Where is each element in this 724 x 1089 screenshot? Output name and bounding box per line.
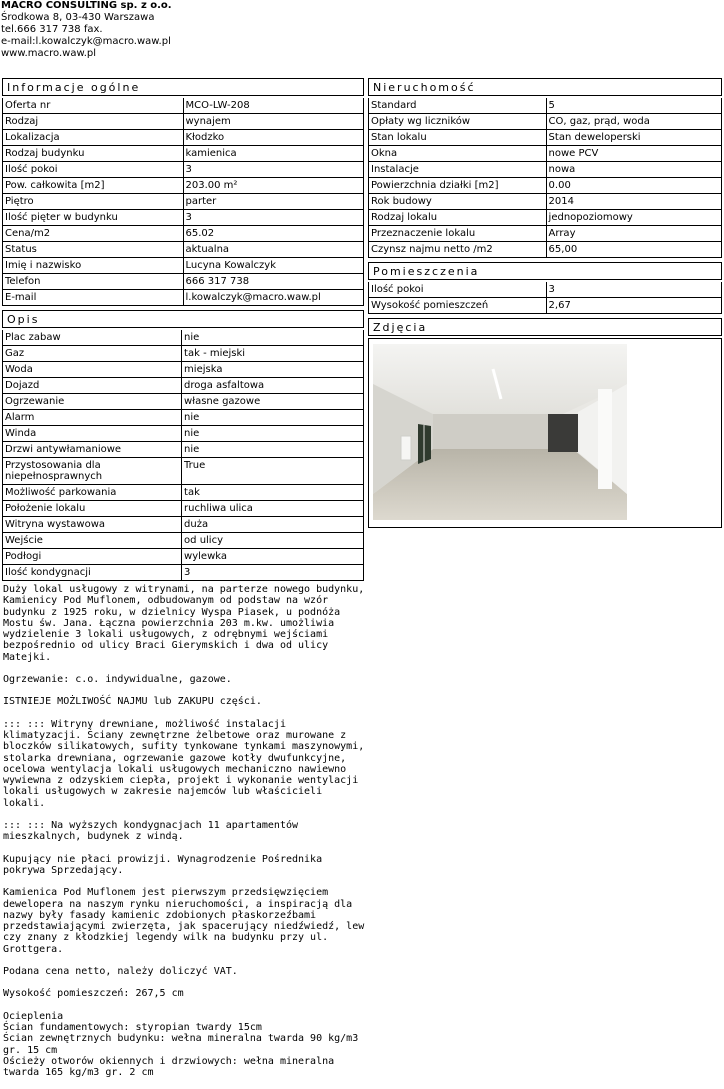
table-row [3, 346, 364, 362]
row-label: Rodzaj lokalu [369, 210, 547, 226]
table-row [3, 146, 364, 162]
row-value: droga asfaltowa [182, 378, 364, 394]
row-value: 3 [183, 162, 364, 178]
row-label: Powierzchnia działki [m2] [369, 178, 547, 194]
row-value: 3 [182, 565, 364, 581]
row-value: Kłodzko [183, 130, 364, 146]
pomieszczenia-table [368, 282, 722, 314]
nieruchomosc-table [368, 98, 722, 258]
row-label: Położenie lokalu [3, 501, 182, 517]
table-row [3, 549, 364, 565]
row-label: E-mail [3, 290, 184, 306]
table-row [369, 146, 722, 162]
row-value: własne gazowe [182, 394, 364, 410]
table-row [3, 485, 364, 501]
table-row [3, 330, 364, 346]
row-value: Array [546, 226, 721, 242]
description-paragraph: Wysokość pomieszczeń: 267,5 cm [3, 988, 184, 1000]
row-label: Piętro [3, 194, 184, 210]
row-label: Winda [3, 426, 182, 442]
table-row [369, 178, 722, 194]
row-label: Ilość kondygnacji [3, 565, 182, 581]
property-photo[interactable] [373, 344, 627, 520]
table-row [3, 533, 364, 549]
row-label: Witryna wystawowa [3, 517, 182, 533]
row-value: aktualna [183, 242, 364, 258]
table-row [369, 194, 722, 210]
row-label: Woda [3, 362, 182, 378]
row-label: Przystosowania dla niepełnosprawnych [3, 458, 182, 485]
description-paragraph: ::: ::: Na wyższych kondygnacjach 11 apartamentów mieszkalnych, budynek z windą. [3, 820, 305, 843]
table-row [3, 242, 364, 258]
row-value: 666 317 738 [183, 274, 364, 290]
row-value: 65.02 [183, 226, 364, 242]
row-value: nie [182, 442, 364, 458]
row-label: Imię i nazwisko [3, 258, 184, 274]
row-label: Podłogi [3, 549, 182, 565]
row-label: Gaz [3, 346, 182, 362]
row-label: Stan lokalu [369, 130, 547, 146]
table-row [3, 362, 364, 378]
description-paragraph: Kupujący nie płaci prowizji. Wynagrodzenie Pośrednika pokrywa Sprzedający. [3, 853, 329, 876]
table-row [3, 98, 364, 114]
company-name: MACRO CONSULTING sp. z o.o. [1, 0, 172, 11]
left-column [2, 78, 371, 1089]
table-row [3, 501, 364, 517]
table-row [3, 290, 364, 306]
row-value: 0.00 [546, 178, 721, 194]
description-paragraph: Podana cena netto, należy doliczyć VAT. [3, 966, 238, 978]
section-title-nieruchomosc: Nieruchomość [368, 78, 722, 96]
row-value: jednopoziomowy [546, 210, 721, 226]
row-label: Instalacje [369, 162, 547, 178]
row-label: Status [3, 242, 184, 258]
row-label: Drzwi antywłamaniowe [3, 442, 182, 458]
row-label: Ilość pokoi [3, 162, 184, 178]
description-paragraph: ISTNIEJE MOŻLIWOŚĆ NAJMU lub ZAKUPU części. [3, 696, 262, 708]
row-value: nie [182, 410, 364, 426]
company-email: e-mail:l.kowalczyk@macro.waw.pl [1, 36, 171, 47]
row-value: wylewka [182, 549, 364, 565]
table-row [3, 410, 364, 426]
right-column [368, 78, 722, 528]
row-label: Rodzaj [3, 114, 184, 130]
row-label: Czynsz najmu netto /m2 [369, 242, 547, 258]
row-value: True [182, 458, 364, 485]
row-value: Lucyna Kowalczyk [183, 258, 364, 274]
row-label: Cena/m2 [3, 226, 184, 242]
table-row [3, 178, 364, 194]
table-row [3, 394, 364, 410]
row-value: od ulicy [182, 533, 364, 549]
description-paragraph: ::: ::: Witryny drewniane, możliwość instalacji klimatyzacji. Ściany zewnętrzne żelbetowe oraz murowane z bloczków silikatowych, sufity tynkowane tynkami maszynowymi, stolarka drewniana, ogrzewanie gazowe kotły dwufunkcyjne, ocelowa wentylacja lokali usługowych mechaniczno nawiewno wywiewna z odzyskiem ciepła, projekt i wykonanie wentylacji lokali usługowych w zakresie najemców lub właścicieli lokali. [3, 718, 371, 809]
row-label: Plac zabaw [3, 330, 182, 346]
section-title-general: Informacje ogólne [2, 78, 364, 96]
table-row [3, 442, 364, 458]
row-value: 5 [546, 98, 721, 114]
company-phone: tel.666 317 738 fax. [1, 24, 103, 35]
row-label: Wysokość pomieszczeń [369, 298, 547, 314]
row-label: Możliwość parkowania [3, 485, 182, 501]
description-text [2, 581, 371, 1079]
row-value: nowa [546, 162, 721, 178]
general-table [2, 98, 364, 306]
table-row [3, 426, 364, 442]
row-value: wynajem [183, 114, 364, 130]
row-value: 203.00 m² [183, 178, 364, 194]
row-value: 2,67 [546, 298, 721, 314]
row-label: Wejście [3, 533, 182, 549]
row-label: Pow. całkowita [m2] [3, 178, 184, 194]
opis-table [2, 330, 364, 581]
table-row [369, 242, 722, 258]
table-row [3, 517, 364, 533]
table-row [3, 226, 364, 242]
section-title-zdjecia: Zdjęcia [368, 318, 722, 336]
row-value: CO, gaz, prąd, woda [546, 114, 721, 130]
row-value: duża [182, 517, 364, 533]
table-row [369, 162, 722, 178]
row-label: Standard [369, 98, 547, 114]
row-value: 3 [183, 210, 364, 226]
row-label: Przeznaczenie lokalu [369, 226, 547, 242]
table-row [369, 114, 722, 130]
row-label: Oferta nr [3, 98, 184, 114]
row-value: nie [182, 426, 364, 442]
table-row [3, 565, 364, 581]
table-row [369, 98, 722, 114]
section-title-opis: Opis [2, 310, 364, 328]
description-paragraph: Duży lokal usługowy z witrynami, na parterze nowego budynku, Kamienicy Pod Muflonem, odbudowanym od podstaw na wzór budynku z 1925 roku, w dzielnicy Wyspa Piasek, u podnóża Mostu św. Jana. Łączna powierzchnia 203 m.kw. umożliwia wydzielenie 3 lokali usługowych, z odrębnymi wejściami bezpośrednio od ulicy Braci Gierymskich i dwa od ulicy Matejki. [3, 584, 371, 663]
description-paragraph: Kamienica Pod Muflonem jest pierwszym przedsięwzięciem dewelopera na naszym rynku nieruchomości, a inspiracją dla nazwy były fasady kamienic zdobionych płaskorzeźbami przedstawiającymi zwierzęta, jak spacerujący niedźwiedź, lew czy znany z kłodzkiej legendy wilk na budynku przy ul. Grottgera. [3, 887, 371, 955]
description-paragraph: Ocieplenia Ścian fundamentowych: styropian twardy 15cm Ścian zewnętrznych budynku: wełna mineralna twarda 90 kg/m3 gr. 15 cm Ościeży otworów okiennych i drzwiowych: wełna mineralna twarda 165 kg/m3 gr. 2 cm [3, 1010, 359, 1079]
row-label: Dojazd [3, 378, 182, 394]
table-row [3, 458, 364, 485]
row-value: 3 [546, 282, 721, 298]
table-row [369, 130, 722, 146]
row-label: Ilość pokoi [369, 282, 547, 298]
row-label: Okna [369, 146, 547, 162]
row-value: kamienica [183, 146, 364, 162]
description-paragraph: Ogrzewanie: c.o. indywidualne, gazowe. [3, 674, 232, 686]
row-label: Opłaty wg liczników [369, 114, 547, 130]
row-value: nowe PCV [546, 146, 721, 162]
row-value: 2014 [546, 194, 721, 210]
row-value: l.kowalczyk@macro.waw.pl [183, 290, 364, 306]
row-value: tak [182, 485, 364, 501]
table-row [3, 378, 364, 394]
table-row [369, 282, 722, 298]
table-row [3, 194, 364, 210]
table-row [369, 298, 722, 314]
row-value: nie [182, 330, 364, 346]
row-label: Lokalizacja [3, 130, 184, 146]
table-row [369, 210, 722, 226]
photo-frame [368, 338, 722, 528]
row-label: Rodzaj budynku [3, 146, 184, 162]
table-row [3, 258, 364, 274]
row-value: miejska [182, 362, 364, 378]
row-label: Telefon [3, 274, 184, 290]
section-title-pomieszczenia: Pomieszczenia [368, 262, 722, 280]
table-row [369, 226, 722, 242]
row-label: Ilość pięter w budynku [3, 210, 184, 226]
table-row [3, 130, 364, 146]
table-row [3, 274, 364, 290]
table-row [3, 114, 364, 130]
company-address: Środkowa 8, 03-430 Warszawa [1, 12, 155, 23]
row-value: tak - miejski [182, 346, 364, 362]
row-value: ruchliwa ulica [182, 501, 364, 517]
row-value: 65,00 [546, 242, 721, 258]
row-label: Alarm [3, 410, 182, 426]
row-value: MCO-LW-208 [183, 98, 364, 114]
row-value: Stan deweloperski [546, 130, 721, 146]
row-label: Rok budowy [369, 194, 547, 210]
table-row [3, 162, 364, 178]
row-value: parter [183, 194, 364, 210]
table-row [3, 210, 364, 226]
company-header [1, 0, 172, 60]
row-label: Ogrzewanie [3, 394, 182, 410]
company-www: www.macro.waw.pl [1, 48, 97, 59]
